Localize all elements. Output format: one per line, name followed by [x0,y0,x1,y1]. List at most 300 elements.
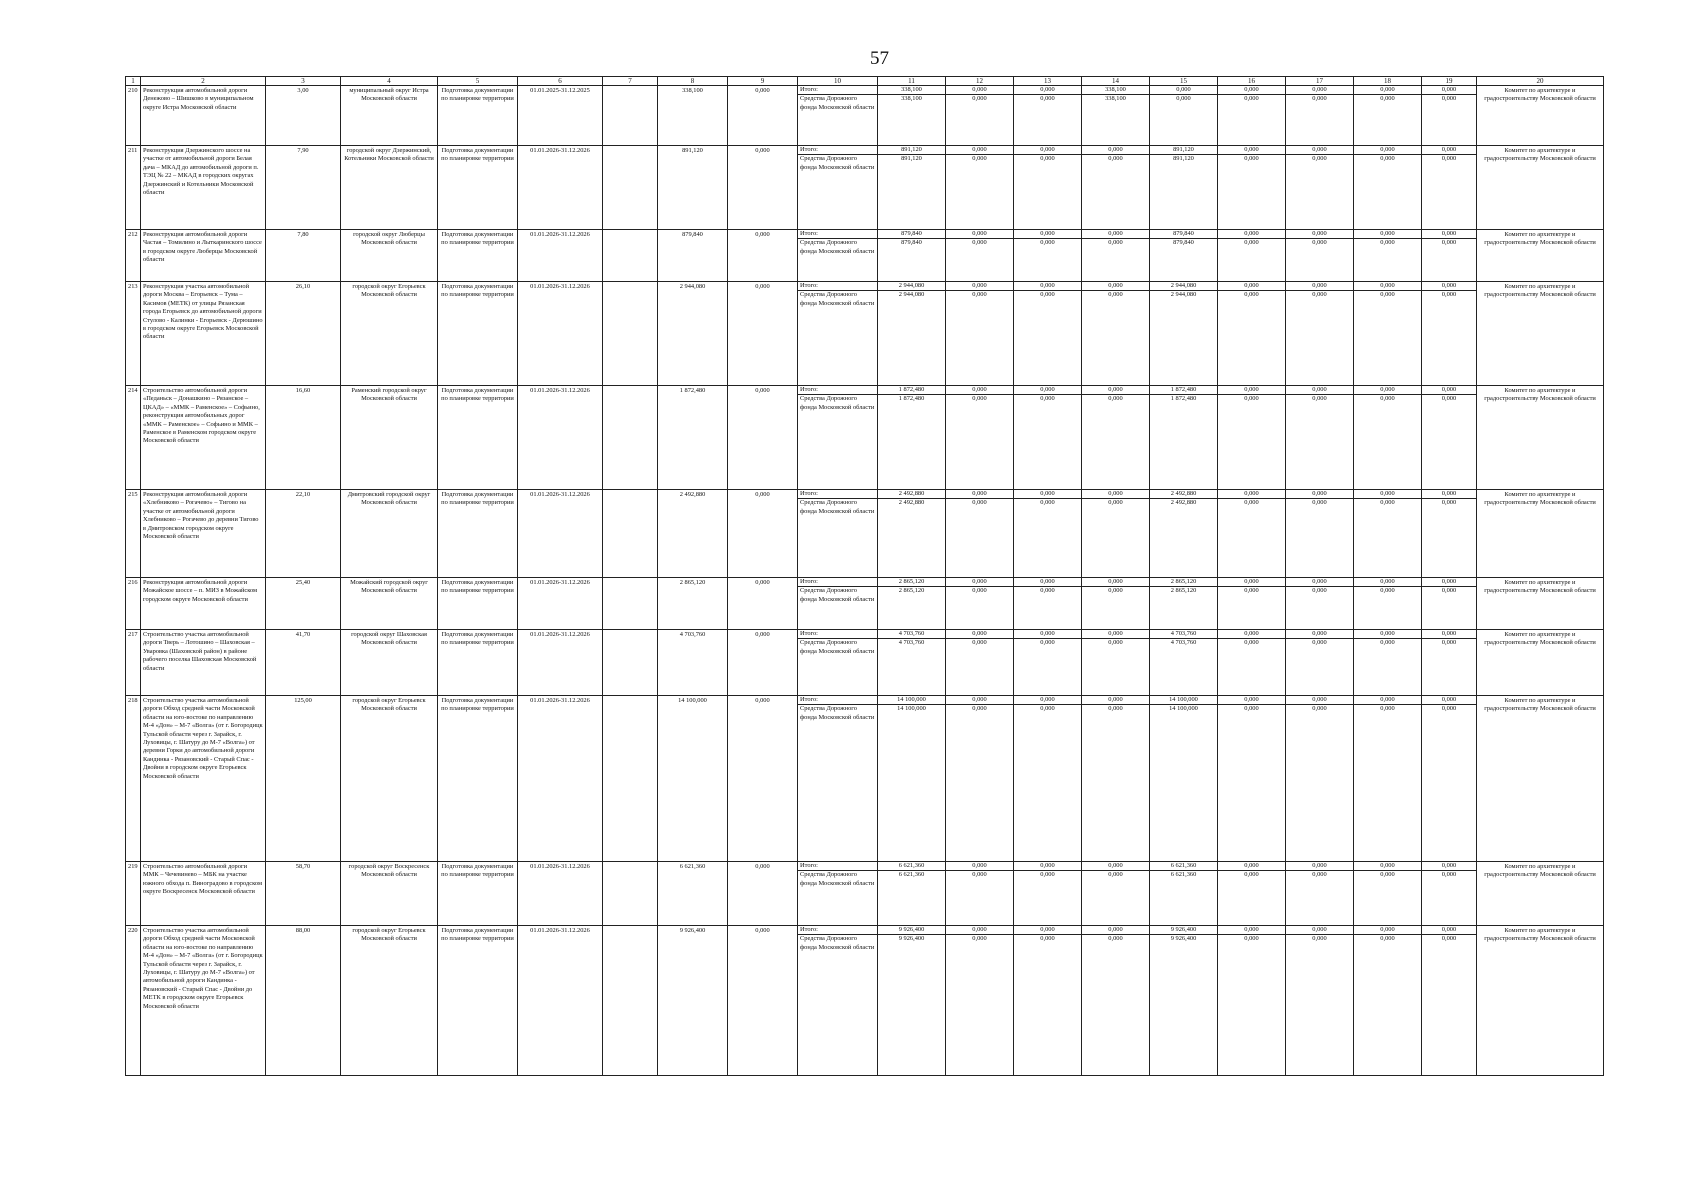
funding-year-value [946,862,1014,926]
object-length: 58,70 [266,862,341,926]
value-fund: 0,000 [972,395,987,403]
funding-total-label: Итого: [798,386,877,395]
funding-source-label: Средства Дорожного фонда Московской области [800,291,875,307]
funding-year-value [1014,230,1082,282]
funding-year-value [1218,578,1286,630]
col-7 [603,696,658,862]
object-name: Реконструкция автомобильной дороги Частая – Томилино и Лыткаринского шоссе в городском округе Люберцы Московской области [141,230,266,282]
value-fund: 0,000 [1441,499,1457,507]
funding-year-value [946,386,1014,490]
value-fund: 0,000 [1312,291,1327,299]
value-total: 0,000 [1082,490,1149,499]
column-header: 1 [126,77,141,86]
work-dates: 01.01.2026-31.12.2026 [518,146,603,230]
col-9: 0,000 [728,630,798,696]
funding-year-value [1218,630,1286,696]
object-location: городской округ Егорьевск Московской области [341,926,438,1076]
funding-year-value [1354,86,1422,146]
value-fund: 4 703,760 [1170,639,1197,647]
funding-source-label: Средства Дорожного фонда Московской области [800,155,875,171]
value-total: 0,000 [1422,86,1476,95]
funding-source [798,386,878,490]
responsible-org: Комитет по архитектуре и градостроительству Московской области [1477,230,1604,282]
funding-year-value [1354,578,1422,630]
funding-source-label: Средства Дорожного фонда Московской области [800,935,875,951]
table-row [126,146,1604,230]
col-7 [603,282,658,386]
cost-total: 891,120 [658,146,728,230]
value-total: 0,000 [1218,282,1285,291]
funding-year-value [946,630,1014,696]
work-dates: 01.01.2026-31.12.2026 [518,862,603,926]
value-total: 6 621,360 [1150,862,1217,871]
object-length: 88,00 [266,926,341,1076]
responsible-org: Комитет по архитектуре и градостроительству Московской области [1477,926,1604,1076]
value-fund: 0,000 [972,291,987,299]
value-fund: 0,000 [1380,499,1395,507]
object-length: 22,10 [266,490,341,578]
value-total: 338,100 [878,86,945,95]
col-9: 0,000 [728,578,798,630]
value-fund: 0,000 [1312,239,1327,247]
value-fund: 0,000 [1176,95,1191,103]
funding-source-label: Средства Дорожного фонда Московской области [800,639,875,655]
value-fund: 0,000 [1244,155,1259,163]
funding-year-value [1014,146,1082,230]
value-total: 0,000 [1354,578,1421,587]
work-dates: 01.01.2026-31.12.2026 [518,490,603,578]
funding-year-value [946,282,1014,386]
value-total: 0,000 [1286,862,1353,871]
col-9: 0,000 [728,146,798,230]
value-fund: 0,000 [1441,871,1457,879]
value-total: 0,000 [1422,386,1476,395]
value-fund: 0,000 [972,639,987,647]
object-name: Реконструкция автомобильной дороги Денежово – Шишково в муниципальном округе Истра Московской области [141,86,266,146]
funding-year-value [878,926,946,1076]
funding-source [798,578,878,630]
column-header: 17 [1286,77,1354,86]
funding-year-value [1218,926,1286,1076]
funding-year-value [1218,862,1286,926]
value-fund: 0,000 [1244,395,1259,403]
funding-year-value [1014,386,1082,490]
value-fund: 0,000 [1108,155,1123,163]
value-total: 0,000 [946,630,1013,639]
value-fund: 2 944,080 [898,291,925,299]
value-total: 0,000 [1354,630,1421,639]
value-total: 0,000 [1354,696,1421,705]
work-type: Подготовка документации по планировке территории [438,146,518,230]
value-total: 0,000 [1014,926,1081,935]
value-fund: 891,120 [1173,155,1194,163]
value-total: 0,000 [1150,86,1217,95]
work-dates: 01.01.2026-31.12.2026 [518,578,603,630]
col-9: 0,000 [728,386,798,490]
value-fund: 2 492,880 [1170,499,1197,507]
object-location: Можайский городской округ Московской области [341,578,438,630]
work-dates: 01.01.2026-31.12.2026 [518,630,603,696]
column-header: 16 [1218,77,1286,86]
funding-total-label: Итого: [798,578,877,587]
funding-total-label: Итого: [798,696,877,705]
funding-year-value [1286,696,1354,862]
value-total: 0,000 [1082,230,1149,239]
funding-year-value [1354,630,1422,696]
col-7 [603,862,658,926]
funding-year-value [878,282,946,386]
value-total: 0,000 [1354,282,1421,291]
value-fund: 0,000 [1108,499,1123,507]
column-header: 19 [1422,77,1477,86]
funding-year-value [1218,86,1286,146]
value-fund: 0,000 [1040,587,1055,595]
col-7 [603,386,658,490]
funding-year-value [1082,230,1150,282]
value-total: 0,000 [1014,282,1081,291]
object-name: Строительство автомобильной дороги «Педаньск – Донашкино – Рязанское – ЦКАД» – «ММК – Раменское» – Софьино, реконструкция автомобильных дорог «ММК – Раменское» – Софьино и ММК – Раменское в Раменском городском округе Московской области [141,386,266,490]
value-fund: 0,000 [1040,639,1055,647]
funding-year-value [946,490,1014,578]
col-7 [603,86,658,146]
funding-year-value [1014,490,1082,578]
row-number: 219 [126,862,141,926]
value-total: 1 872,480 [878,386,945,395]
funding-year-value [1422,282,1477,386]
value-fund: 0,000 [1244,239,1259,247]
value-total: 0,000 [1286,630,1353,639]
value-fund: 2 865,120 [1170,587,1197,595]
work-type: Подготовка документации по планировке территории [438,490,518,578]
work-dates: 01.01.2025-31.12.2025 [518,86,603,146]
funding-year-value [1354,230,1422,282]
funding-year-value [1286,630,1354,696]
program-table [125,76,1604,1076]
value-fund: 0,000 [1040,499,1055,507]
funding-year-value [1014,578,1082,630]
value-fund: 0,000 [1040,239,1055,247]
funding-year-value [878,86,946,146]
funding-year-value [1150,86,1218,146]
funding-total-label: Итого: [798,490,877,499]
value-total: 0,000 [1014,696,1081,705]
value-fund: 0,000 [1380,639,1395,647]
funding-year-value [1082,630,1150,696]
value-total: 0,000 [1082,282,1149,291]
row-number: 217 [126,630,141,696]
value-total: 4 703,760 [878,630,945,639]
page-number: 57 [870,48,889,69]
column-header: 4 [341,77,438,86]
col-9: 0,000 [728,696,798,862]
responsible-org: Комитет по архитектуре и градостроительству Московской области [1477,386,1604,490]
value-fund: 0,000 [1108,871,1123,879]
object-length: 25,40 [266,578,341,630]
column-header: 7 [603,77,658,86]
object-length: 7,90 [266,146,341,230]
value-total: 0,000 [1286,282,1353,291]
column-header: 9 [728,77,798,86]
responsible-org: Комитет по архитектуре и градостроительству Московской области [1477,578,1604,630]
funding-year-value [1082,86,1150,146]
value-fund: 0,000 [1380,155,1395,163]
value-total: 0,000 [946,862,1013,871]
value-total: 0,000 [946,490,1013,499]
value-fund: 6 621,360 [1170,871,1197,879]
col-7 [603,630,658,696]
funding-source-label: Средства Дорожного фонда Московской области [800,395,875,411]
value-total: 0,000 [1286,926,1353,935]
object-location: городской округ Дзержинский, Котельники Московской области [341,146,438,230]
funding-total-label: Итого: [798,230,877,239]
funding-year-value [1014,86,1082,146]
funding-year-value [1422,578,1477,630]
object-location: Раменский городской округ Московской области [341,386,438,490]
value-fund: 0,000 [1108,935,1123,943]
value-fund: 0,000 [1312,587,1327,595]
funding-year-value [1082,490,1150,578]
funding-total-label: Итого: [798,146,877,155]
responsible-org: Комитет по архитектуре и градостроительству Московской области [1477,696,1604,862]
value-total: 0,000 [1218,630,1285,639]
value-fund: 0,000 [1312,155,1327,163]
table-row [126,696,1604,862]
value-fund: 0,000 [1108,587,1123,595]
value-total: 0,000 [1082,926,1149,935]
row-number: 218 [126,696,141,862]
value-fund: 0,000 [1380,871,1395,879]
object-name: Реконструкция участка автомобильной дороги Москва – Егорьевск – Тума – Касимов (МЕТК) от улицы Рязанская города Егорьевск до автомобильной дороги Стулово - Калинки - Егорьевск - Дерюшино в городском округе Егорьевск Московской области [141,282,266,386]
value-fund: 0,000 [972,935,987,943]
value-fund: 1 872,480 [1170,395,1197,403]
funding-year-value [1150,230,1218,282]
value-fund: 338,100 [1105,95,1126,103]
funding-year-value [1150,926,1218,1076]
row-number: 214 [126,386,141,490]
funding-year-value [1082,696,1150,862]
column-header: 14 [1082,77,1150,86]
responsible-org: Комитет по архитектуре и градостроительству Московской области [1477,490,1604,578]
work-type: Подготовка документации по планировке территории [438,86,518,146]
funding-year-value [946,230,1014,282]
value-fund: 0,000 [1441,291,1457,299]
funding-year-value [878,578,946,630]
value-total: 0,000 [1286,386,1353,395]
funding-year-value [1422,386,1477,490]
work-type: Подготовка документации по планировке территории [438,862,518,926]
funding-year-value [1354,862,1422,926]
object-length: 7,80 [266,230,341,282]
funding-year-value [946,696,1014,862]
value-total: 2 944,080 [878,282,945,291]
table-row [126,490,1604,578]
responsible-org: Комитет по архитектуре и градостроительству Московской области [1477,146,1604,230]
value-fund: 14 100,000 [1169,705,1198,713]
value-fund: 0,000 [972,871,987,879]
value-total: 0,000 [1014,146,1081,155]
funding-year-value [946,86,1014,146]
value-fund: 0,000 [1244,95,1259,103]
funding-source [798,696,878,862]
funding-year-value [878,862,946,926]
value-fund: 0,000 [1108,395,1123,403]
object-location: городской округ Воскресенск Московской области [341,862,438,926]
object-location: городской округ Егорьевск Московской области [341,696,438,862]
value-fund: 14 100,000 [897,705,926,713]
value-fund: 0,000 [1312,639,1327,647]
funding-year-value [1218,386,1286,490]
col-9: 0,000 [728,490,798,578]
value-fund: 0,000 [1108,239,1123,247]
funding-total-label: Итого: [798,86,877,95]
value-total: 0,000 [1286,86,1353,95]
funding-year-value [1286,926,1354,1076]
col-9: 0,000 [728,282,798,386]
table-row [126,578,1604,630]
value-fund: 0,000 [1244,705,1259,713]
value-total: 0,000 [1218,230,1285,239]
value-fund: 0,000 [1441,587,1457,595]
funding-year-value [946,578,1014,630]
table-row [126,862,1604,926]
funding-total-label: Итого: [798,282,877,291]
value-fund: 0,000 [1312,871,1327,879]
responsible-org: Комитет по архитектуре и градостроительству Московской области [1477,630,1604,696]
object-name: Строительство участка автомобильной дороги Обход средней части Московской области на юго-востоке по направлению М-4 «Дон» – М-7 «Волга» (от г. Богородицк Тульской области через г. Зарайск, г. Луховицы, г. Шатуру до М-7 «Волга») от деревни Горки до автомобильной дороги Кандинка - Рязановский - Старый Спас - Двойни в городском округе Егорьевск Московской области [141,696,266,862]
funding-year-value [1150,696,1218,862]
value-fund: 0,000 [1244,291,1259,299]
funding-year-value [1150,146,1218,230]
value-total: 2 865,120 [1150,578,1217,587]
value-fund: 891,120 [901,155,922,163]
funding-year-value [1082,282,1150,386]
funding-year-value [1218,282,1286,386]
funding-year-value [946,926,1014,1076]
value-fund: 0,000 [1108,291,1123,299]
object-length: 41,70 [266,630,341,696]
responsible-org: Комитет по архитектуре и градостроительству Московской области [1477,86,1604,146]
value-fund: 0,000 [1312,935,1327,943]
value-fund: 2 865,120 [898,587,925,595]
funding-year-value [1354,386,1422,490]
value-total: 0,000 [946,230,1013,239]
value-fund: 0,000 [1380,935,1395,943]
responsible-org: Комитет по архитектуре и градостроительству Московской области [1477,862,1604,926]
funding-year-value [1354,926,1422,1076]
value-fund: 0,000 [1380,291,1395,299]
funding-year-value [1286,230,1354,282]
value-fund: 0,000 [1441,639,1457,647]
funding-year-value [1354,146,1422,230]
value-total: 891,120 [878,146,945,155]
funding-year-value [1286,578,1354,630]
value-total: 338,100 [1082,86,1149,95]
value-fund: 0,000 [1380,395,1395,403]
funding-year-value [1150,862,1218,926]
funding-year-value [1150,386,1218,490]
funding-year-value [1422,230,1477,282]
funding-year-value [1422,86,1477,146]
row-number: 210 [126,86,141,146]
value-total: 0,000 [1354,230,1421,239]
cost-total: 6 621,360 [658,862,728,926]
object-location: Дмитровский городской округ Московской области [341,490,438,578]
funding-year-value [1286,862,1354,926]
object-name: Строительство участка автомобильной дороги Обход средней части Московской области на юго-востоке по направлению М-4 «Дон» – М-7 «Волга» (от г. Богородицк Тульской области через г. Зарайск, г. Луховицы, г. Шатуру до М-7 «Волга») от автомобильной дороги Кандинка - Рязановский - Старый Спас - Двойни до МЕТК в городском округе Егорьевск Московской области [141,926,266,1076]
funding-total-label: Итого: [798,926,877,935]
cost-total: 2 865,120 [658,578,728,630]
value-total: 0,000 [1422,490,1476,499]
table-row [126,386,1604,490]
value-fund: 0,000 [1040,95,1055,103]
column-header: 20 [1477,77,1604,86]
value-fund: 0,000 [1244,587,1259,595]
value-fund: 0,000 [972,95,987,103]
value-fund: 0,000 [1040,155,1055,163]
funding-year-value [1422,926,1477,1076]
funding-source-label: Средства Дорожного фонда Московской области [800,499,875,515]
value-fund: 0,000 [1108,705,1123,713]
value-fund: 0,000 [1244,499,1259,507]
object-name: Реконструкция автомобильной дороги Можайское шоссе – п. МИЗ в Можайском городском округе Московской области [141,578,266,630]
funding-year-value [1218,146,1286,230]
row-number: 215 [126,490,141,578]
object-length: 26,10 [266,282,341,386]
value-total: 0,000 [1422,926,1476,935]
value-total: 2 865,120 [878,578,945,587]
funding-source [798,86,878,146]
funding-year-value [1150,490,1218,578]
value-fund: 0,000 [1441,95,1457,103]
column-header: 6 [518,77,603,86]
work-type: Подготовка документации по планировке территории [438,630,518,696]
value-total: 0,000 [946,386,1013,395]
object-length: 125,00 [266,696,341,862]
value-total: 9 926,400 [878,926,945,935]
value-fund: 0,000 [1244,935,1259,943]
value-total: 0,000 [1082,578,1149,587]
value-fund: 0,000 [972,155,987,163]
work-type: Подготовка документации по планировке территории [438,696,518,862]
funding-source [798,862,878,926]
object-location: муниципальный округ Истра Московской области [341,86,438,146]
value-total: 6 621,360 [878,862,945,871]
value-total: 879,840 [878,230,945,239]
funding-source [798,146,878,230]
col-9: 0,000 [728,862,798,926]
value-total: 0,000 [1354,86,1421,95]
value-total: 0,000 [1422,696,1476,705]
funding-source [798,926,878,1076]
funding-source [798,282,878,386]
value-fund: 338,100 [901,95,922,103]
value-total: 9 926,400 [1150,926,1217,935]
object-length: 16,60 [266,386,341,490]
value-total: 0,000 [1014,578,1081,587]
value-total: 0,000 [1422,282,1476,291]
value-total: 4 703,760 [1150,630,1217,639]
value-fund: 0,000 [1441,935,1457,943]
value-total: 0,000 [946,696,1013,705]
column-header: 18 [1354,77,1422,86]
value-total: 891,120 [1150,146,1217,155]
value-fund: 0,000 [1312,95,1327,103]
funding-year-value [1422,146,1477,230]
funding-year-value [1354,282,1422,386]
funding-year-value [1082,146,1150,230]
value-fund: 2 492,880 [898,499,925,507]
value-fund: 0,000 [1312,705,1327,713]
